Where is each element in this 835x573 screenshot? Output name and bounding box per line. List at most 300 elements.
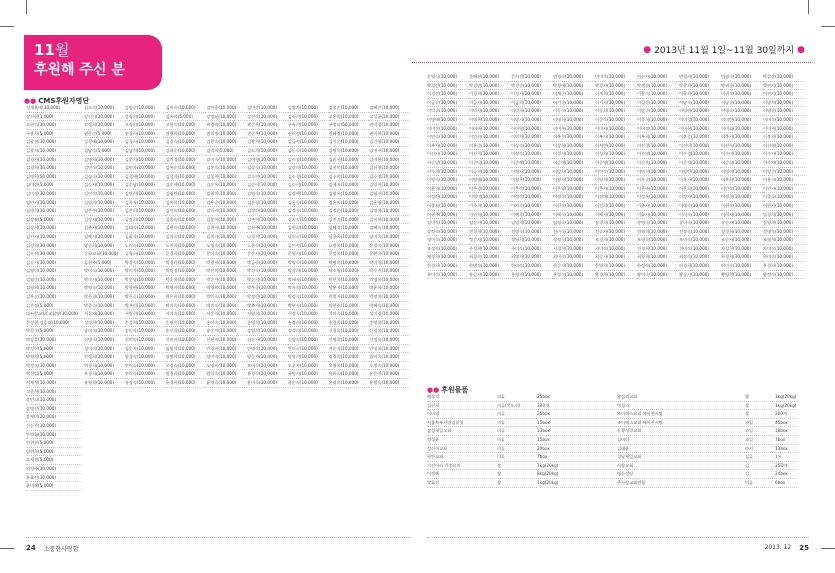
- table-cell: 김: [745, 462, 750, 468]
- crop-mark: [0, 26, 14, 27]
- donor-entry: 유미숙(10,000): [329, 370, 370, 379]
- donor-entry: 유정숙(10,000): [125, 379, 166, 388]
- donor-entry: 고현숙(10,000): [166, 121, 207, 130]
- donor-entry: 장명숙(10,000): [637, 219, 679, 228]
- donor-entry: 이명애(10,000): [427, 116, 469, 125]
- donor-entry: 주미숙(10,000): [511, 245, 553, 254]
- donor-entry: 박윤희(10,000): [369, 284, 410, 293]
- donor-entry: 이귀숙(10,000): [721, 90, 763, 99]
- donor-entry: 안현진(5,000): [26, 439, 82, 448]
- table-cell: 배상익: [427, 394, 440, 399]
- table-cell: 쌀: [745, 411, 750, 417]
- donor-entry: 이정순(10,000): [553, 193, 595, 202]
- bullet-icon: ●●: [24, 97, 37, 105]
- donor-entry: 이민희(10,000): [511, 133, 553, 142]
- donor-entry: 김경자(10,000): [26, 156, 82, 165]
- table-cell: 13box: [775, 445, 788, 451]
- donor-entry: 김금숙(10,000): [288, 138, 329, 147]
- table-cell: 1kg(20kg): [775, 394, 797, 399]
- table-cell: 20box: [537, 445, 550, 451]
- donor-entry: 남미숙(10,000): [369, 233, 410, 242]
- donor-entry: 양경숙(10,000): [125, 353, 166, 362]
- donor-entry: 유순자(10,000): [369, 370, 410, 379]
- crop-mark: [821, 26, 835, 27]
- donor-entry: 이선영(10,000): [763, 142, 805, 151]
- donor-entry: 서갑자(30,000): [84, 310, 125, 319]
- table-cell: 의류: [497, 454, 506, 460]
- donor-entry: 강정남(10,000): [206, 113, 247, 122]
- donor-entry: 권순옥(10,000): [247, 130, 288, 139]
- donor-entry: 홍미숙(10,000): [427, 271, 469, 280]
- footer-right: [765, 544, 809, 552]
- donor-entry: 이상숙(10,000): [511, 142, 553, 151]
- table-cell: 성남제일교회: [617, 454, 642, 460]
- donor-entry: 이종희(10,000): [427, 202, 469, 211]
- donor-entry: 심영희(10,000): [166, 345, 207, 354]
- donor-entry: 안정희(10,000): [84, 353, 125, 362]
- donor-entry: 김수미(10,000): [329, 173, 370, 182]
- donor-entry: 이덕순(10,000): [427, 107, 469, 116]
- donor-entry: 김진숙(10,000): [329, 216, 370, 225]
- table-cell: 의류: [745, 479, 754, 485]
- donor-entry: 정영희(10,000): [511, 236, 553, 245]
- donor-entry: 김은희(10,000): [125, 207, 166, 216]
- donor-entry: 송명희(10,000): [369, 319, 410, 328]
- donor-entry: 김옥순(10,000): [26, 293, 82, 302]
- donor-entry: 김광숙(10,000): [206, 138, 247, 147]
- donor-entry: 김경희(10,000): [125, 138, 166, 147]
- donor-entry: 김영애(10,000): [288, 190, 329, 199]
- donor-entry: 김은영(10,000): [369, 199, 410, 208]
- table-cell: 이정혜: [427, 471, 440, 477]
- donor-entry: 김덕희(5,000): [206, 147, 247, 156]
- table-cell: 주사랑교회연합: [617, 479, 646, 485]
- donor-entry: 박미자(10,000): [125, 267, 166, 276]
- donor-entry: 서순자(10,000): [206, 310, 247, 319]
- table-cell: 7box: [537, 454, 548, 460]
- donor-entry: 김태숙(10,000): [125, 224, 166, 233]
- donor-entry: 유명희(10,000): [288, 370, 329, 379]
- donor-entry: 송순자(10,000): [206, 327, 247, 336]
- donor-entry: 문미숙(10,000): [206, 250, 247, 259]
- table-cell: 1kg(20kg): [537, 479, 559, 485]
- donor-entry: 이영미(10,000): [721, 168, 763, 177]
- donor-entry: 이영애(10,000): [469, 176, 511, 185]
- donor-entry: 문성현,김종대(10,000): [26, 319, 82, 328]
- donor-entry: 박선희(10,000): [206, 267, 247, 276]
- donor-entry: 박광희(10,000): [679, 82, 721, 91]
- donor-entry: 김혜자(10,000): [84, 233, 125, 242]
- donor-entry: 원영주(30,000): [26, 465, 82, 474]
- donor-entry: 엄경희(10,000): [329, 353, 370, 362]
- donor-entry: 김정애(10,000): [369, 207, 410, 216]
- donor-entry: 장순자(10,000): [721, 219, 763, 228]
- donor-entry: 박경란(10,000): [427, 82, 469, 91]
- donor-entry: 김동숙(10,000): [288, 147, 329, 156]
- table-cell: 쌀: [497, 471, 502, 477]
- donor-entry: 김경애(10,000): [84, 138, 125, 147]
- donor-entry: 박현숙(10,000): [288, 302, 329, 311]
- donor-entry: 박순남(10,000): [125, 276, 166, 285]
- donor-entry: 김선영(10,000): [369, 164, 410, 173]
- donor-entry: 김선희(10,000): [288, 113, 329, 122]
- donor-entry: 이혜숙(10,000): [553, 211, 595, 220]
- donor-entry: 윤경희(10,000): [166, 379, 207, 388]
- donor-entry: 김지숙(10,000): [288, 216, 329, 225]
- table-cell: 거진아파 간송모씨: [427, 462, 461, 468]
- table-cell: 동광성결교회: [617, 428, 642, 434]
- donor-entry: 김영숙(10,000): [247, 190, 288, 199]
- donor-entry: 손영희(10,000): [247, 319, 288, 328]
- donor-entry: 김선자(10,000): [26, 233, 82, 242]
- table-row: [427, 445, 797, 454]
- donor-entry: 정미숙(10,000): [427, 236, 469, 245]
- table-cell: 1kg(20kg): [775, 402, 797, 408]
- donor-entry: 조영희(10,000): [763, 236, 805, 245]
- donor-entry: 신정숙(10,000): [369, 336, 410, 345]
- donor-entry: 이영란(10,000): [679, 168, 721, 177]
- donor-entry: 박영미(10,000): [369, 276, 410, 285]
- donor-entry: 이진희(10,000): [595, 202, 637, 211]
- donor-entry: 김은정(5,000): [26, 302, 82, 311]
- donor-entry: 김진희(10,000): [369, 216, 410, 225]
- donor-entry: 김병희(10,000): [26, 207, 82, 216]
- donor-entry: 김대순(10,000): [166, 147, 207, 156]
- title-box: [24, 35, 162, 90]
- donor-entry: 김미정(10,000): [288, 156, 329, 165]
- table-cell: 45box: [775, 419, 788, 425]
- donor-entry: 박주희(10,000): [125, 302, 166, 311]
- donor-entry: 박귀자(10,000): [763, 82, 805, 91]
- donor-entry: 최명희(10,000): [511, 253, 553, 262]
- donor-entry: 임경희(10,000): [763, 211, 805, 220]
- donor-entry: 김영란(10,000): [166, 190, 207, 199]
- donor-entry: 송미숙(10,000): [84, 327, 125, 336]
- donor-entry: 임영희(10,000): [511, 219, 553, 228]
- donor-entry: 우경희(10,000): [84, 370, 125, 379]
- donor-entry: 전명숙(10,000): [511, 228, 553, 237]
- table-cell: 쌀: [497, 462, 502, 468]
- table-cell: 18box: [775, 428, 788, 434]
- donor-entry: 전경희(10,000): [469, 228, 511, 237]
- donor-entry: 박경자(10,000): [595, 82, 637, 91]
- table-cell: 24box: [775, 471, 788, 477]
- donor-entry: 이은자(10,000): [595, 185, 637, 194]
- donor-entry: 석미숙(10,000): [329, 310, 370, 319]
- donor-entry: 이성자(10,000): [553, 150, 595, 159]
- donor-entry: 김종희(10,000): [206, 216, 247, 225]
- table-cell: 25box: [537, 411, 550, 417]
- donor-entry: 김순희(10,000): [288, 181, 329, 190]
- donor-entry: 김남희(10,000): [125, 147, 166, 156]
- donor-entry: 이미경(10,000): [679, 116, 721, 125]
- donor-entry: 신영숙(10,000): [288, 336, 329, 345]
- donor-entry: 노미숙(10,000): [125, 242, 166, 251]
- donor-entry: 김미자(10,000): [329, 156, 370, 165]
- donor-entry: 김미숙(10,000): [206, 156, 247, 165]
- donor-entry: 이미숙(10,000): [763, 116, 805, 125]
- table-cell: 과일: [745, 428, 754, 434]
- donor-entry: 이광숙(10,000): [637, 90, 679, 99]
- date-range: ● 2013년 11월 1일~11월 30일까지 ●: [643, 44, 805, 56]
- donor-entry: 이선미(10,000): [679, 142, 721, 151]
- donor-entry: 김현희(10,000): [288, 224, 329, 233]
- table-cell: 조이에스교회 에이전시팀: [617, 419, 663, 425]
- donor-entry: 황영희(10,000): [721, 271, 763, 280]
- issue-date: 2013. 12: [764, 544, 792, 551]
- donor-entry: 안미숙(10,000): [288, 345, 329, 354]
- donor-entry: 김연숙(10,000): [84, 190, 125, 199]
- donor-entry: 김연희(10,000): [125, 190, 166, 199]
- donor-entry: 정정숙(10,000): [553, 236, 595, 245]
- donor-entry: 이봉희(10,000): [763, 133, 805, 142]
- donor-entry: 박영희(10,000): [206, 284, 247, 293]
- donor-entry: 이영희(10,000): [595, 176, 637, 185]
- table-cell: 25box: [537, 394, 550, 399]
- donor-entry: 차경희(10,000): [721, 245, 763, 254]
- donor-entry: 이순애(10,000): [553, 159, 595, 168]
- donor-entry: 김성애(10,000): [125, 173, 166, 182]
- donor-entry: 박경희(10,000): [166, 259, 207, 268]
- donor-entry: 오순자(10,000): [288, 362, 329, 371]
- donor-entry: 신동진(10,000): [26, 422, 82, 431]
- donor-entry: 신명숙(10,000): [84, 336, 125, 345]
- donor-entry: 윤정숙(10,000): [369, 379, 410, 388]
- donor-entry: 양미숙(10,000): [206, 353, 247, 362]
- donor-entry: 진경희(10,000): [637, 245, 679, 254]
- donor-entry: 이금자(10,000): [469, 99, 511, 108]
- donor-entry: 서재성(10,000): [26, 379, 82, 388]
- donor-entry: 이성희(10,000): [595, 150, 637, 159]
- donor-entry: 박수진(10,000): [369, 267, 410, 276]
- donor-entry: 김광희(10,000): [247, 138, 288, 147]
- table-cell: 15box: [537, 436, 550, 442]
- donor-entry: 허경희(10,000): [679, 262, 721, 271]
- donor-entry: 고은희(10,000): [329, 113, 370, 122]
- donor-entry: 박미정(10,000): [166, 267, 207, 276]
- donor-entry: 김혜숙(10,000): [369, 224, 410, 233]
- donor-entry: 유영희(10,000): [84, 379, 125, 388]
- table-cell: 김진희: [427, 402, 440, 408]
- donor-entry: 정명숙(10,000): [763, 228, 805, 237]
- donor-entry: 송민자(10,000): [125, 327, 166, 336]
- donor-entry: 이경자(20,000): [511, 90, 553, 99]
- donor-entry: 김경희(30,000): [26, 164, 82, 173]
- donor-entry: 심미숙(10,000): [84, 345, 125, 354]
- crop-mark: [808, 0, 809, 14]
- donor-entry: 이미희(10,000): [763, 125, 805, 134]
- donor-entry: 김숙자(10,000): [84, 181, 125, 190]
- table-cell: 의류: [497, 445, 506, 451]
- donor-entry: 이미정(10,000): [637, 125, 679, 134]
- table-cell: 평안교회: [427, 454, 444, 460]
- donor-entry: 신순자(10,000): [247, 336, 288, 345]
- donor-entry: 김정자(10,000): [84, 216, 125, 225]
- donor-entry: 이순옥(10,000): [637, 159, 679, 168]
- donor-entry: 이선자(10,000): [427, 150, 469, 159]
- donor-entry: 이미란(10,000): [721, 116, 763, 125]
- donor-entry: 이은경(10,000): [469, 185, 511, 194]
- title-month: 11월: [34, 41, 70, 59]
- donor-entry: 이연희(10,000): [637, 168, 679, 177]
- donor-entry: 유효선(10,000): [26, 474, 82, 483]
- page-number: 24: [26, 544, 36, 552]
- donor-entry: 박순희(10,000): [247, 276, 288, 285]
- donor-entry: 김경숙(10,000): [166, 138, 207, 147]
- donor-entry: 임정숙(10,000): [553, 219, 595, 228]
- donor-entry: 임미숙(10,000): [427, 219, 469, 228]
- donor-entry: 박인숙(10,000): [206, 293, 247, 302]
- donor-entry: 박경숙(10,000): [125, 259, 166, 268]
- donor-entry: 문순자(10,000): [247, 250, 288, 259]
- donor-entry: 윤순자(10,000): [288, 379, 329, 388]
- donor-entry: 권미정(10,000): [206, 130, 247, 139]
- donor-entry: 이은희(10,000): [679, 185, 721, 194]
- donor-entry: 김상숙(10,000): [247, 164, 288, 173]
- donor-entry: 이은숙(10,000): [511, 185, 553, 194]
- donor-entry: 김남숙(5,000): [84, 147, 125, 156]
- donor-entry: 김혜순(10,000): [369, 104, 410, 113]
- donor-entry: 동화교회(30,000): [84, 250, 125, 259]
- donor-entry: 황순자(10,000): [679, 271, 721, 280]
- donor-entry: 김영미(10,000): [26, 267, 82, 276]
- donor-entry: 김은아(10,000): [329, 199, 370, 208]
- donor-entry: 이진숙(10,000): [553, 202, 595, 211]
- donor-entry: 김성희(10,000): [206, 173, 247, 182]
- donor-entry: 박종숙(10,000): [84, 302, 125, 311]
- donor-entry: 성미경(10,000): [369, 310, 410, 319]
- donor-entry: 이윤희(10,000): [427, 185, 469, 194]
- donor-entry: 원경희(10,000): [166, 370, 207, 379]
- table-cell: 쌀: [745, 402, 750, 408]
- table-cell: 사랑교회: [617, 462, 634, 468]
- donor-entry: 민순자(10,000): [637, 73, 679, 82]
- donor-entry: 이계순(10,000): [553, 90, 595, 99]
- crop-mark: [0, 548, 14, 549]
- donor-entry: 남순희(10,000): [84, 242, 125, 251]
- donor-entry: 이숙희(10,000): [427, 168, 469, 177]
- donor-entry: 황정숙(10,000): [763, 271, 805, 280]
- table-cell: 라지: [745, 445, 754, 451]
- donor-entry: 구옥희(10,000): [288, 121, 329, 130]
- cms-donor-list-right: [427, 73, 805, 279]
- table-cell: 6box: [775, 479, 786, 485]
- donor-entry: 송선희(10,000): [166, 327, 207, 336]
- donor-entry: 한명숙(10,000): [469, 262, 511, 271]
- donor-entry: 이혜경(10,000): [511, 211, 553, 220]
- donor-entry: 이명란(10,000): [679, 107, 721, 116]
- donor-entry: 홍정숙(10,000): [553, 271, 595, 280]
- donor-entry: 고현숙(30,000): [26, 121, 82, 130]
- table-cell: 김태윤: [617, 445, 630, 451]
- bullet-icon: ●: [643, 44, 652, 55]
- donor-entry: 신선희(10,000): [206, 336, 247, 345]
- donor-entry: 엄현희(5,000): [26, 448, 82, 457]
- table-cell: 김: [745, 471, 750, 477]
- donor-entry: 김상희(10,000): [26, 224, 82, 233]
- donor-entry: 이영숙(10,000): [427, 176, 469, 185]
- donor-entry: 노선희(10,000): [166, 242, 207, 251]
- donor-entry: 김도숙(10,000): [84, 104, 125, 113]
- table-row: [427, 436, 797, 445]
- donor-entry: 이문희(10,000): [637, 116, 679, 125]
- donor-entry: 이희숙(10,000): [679, 211, 721, 220]
- donor-entry: 김종숙(10,000): [166, 216, 207, 225]
- donor-entry: 이현희(10,000): [469, 211, 511, 220]
- donor-entry: 김은경(10,000): [247, 199, 288, 208]
- table-cell: 김류: [745, 454, 754, 460]
- donor-entry: 박정자(10,000): [329, 293, 370, 302]
- donor-entry: 이남순(10,000): [721, 99, 763, 108]
- donor-entry: 손미숙(10,000): [206, 319, 247, 328]
- donor-entry: 김영자(10,000): [369, 190, 410, 199]
- table-cell: 200개: [775, 411, 788, 417]
- donor-entry: 이미자(10,000): [595, 125, 637, 134]
- donor-entry: 박영숙(10,000): [84, 284, 125, 293]
- donor-entry: 이영옥(10,000): [511, 176, 553, 185]
- table-row: [427, 462, 797, 471]
- donor-entry: 조순자(10,000): [721, 236, 763, 245]
- donor-entry: 이정란(10,000): [427, 193, 469, 202]
- donor-entry: 이미현(10,000): [679, 125, 721, 134]
- table-row: [427, 453, 797, 462]
- donor-entry: 김현주(10,000): [247, 224, 288, 233]
- donor-entry: 최순자(10,000): [595, 253, 637, 262]
- table-row: [427, 402, 797, 411]
- donor-entry: 김인자(10,000): [206, 207, 247, 216]
- donor-entry: 박은경(10,000): [84, 293, 125, 302]
- table-cell: 성신여교회: [427, 445, 448, 451]
- donor-entry: 김기순(10,000): [329, 138, 370, 147]
- donor-entry: 이명자(10,000): [511, 116, 553, 125]
- table-cell: 13box: [537, 428, 550, 434]
- donor-entry: 이영순(10,000): [763, 168, 805, 177]
- donor-entry: 오미숙(10,000): [247, 362, 288, 371]
- donor-entry: 한순자(10,000): [553, 262, 595, 271]
- donor-entry: 김복순(10,000): [166, 164, 207, 173]
- cms-donor-list-main: [84, 104, 410, 388]
- donor-entry: 이민숙(10,000): [427, 133, 469, 142]
- donor-entry: 김미란(5,000): [26, 181, 82, 190]
- donor-entry: 이양희(10,000): [553, 168, 595, 177]
- table-cell: 왕십리교회: [617, 394, 638, 399]
- donor-entry: 박춘자(10,000): [247, 302, 288, 311]
- donor-entry: 김정희(10,000): [125, 216, 166, 225]
- donor-entry: 곽순옥(10,000): [247, 121, 288, 130]
- donor-entry: 이미순(10,000): [427, 125, 469, 134]
- donor-entry: 박은희(10,000): [166, 293, 207, 302]
- donor-entry: 이경희(20,000): [469, 90, 511, 99]
- donor-entry: 이현숙(10,000): [721, 202, 763, 211]
- donor-entry: 최정숙(10,000): [679, 253, 721, 262]
- donor-entry: 강정희(10,000): [125, 113, 166, 122]
- donor-entry: 백신임(5,000): [26, 370, 82, 379]
- donor-entry: 김종순(10,000): [329, 104, 370, 113]
- donor-entry: 문경숙(10,000): [369, 242, 410, 251]
- donor-entry: 서영희(10,000): [247, 310, 288, 319]
- donor-entry: 이선경(10,000): [637, 142, 679, 151]
- donor-entry: 이옥순(10,000): [637, 176, 679, 185]
- crop-mark: [821, 548, 835, 549]
- donor-entry: 박옥희(10,000): [288, 284, 329, 293]
- donor-entry: 이옥희(10,000): [721, 176, 763, 185]
- donor-entry: 김미영(10,000): [247, 156, 288, 165]
- donor-entry: 이수경(10,000): [679, 150, 721, 159]
- donor-entry: 박숙자(10,000): [84, 276, 125, 285]
- goods-section-heading: ●● 후원물품: [427, 386, 469, 394]
- donor-entry: 이춘자(10,000): [637, 202, 679, 211]
- donor-entry: 송재미(20,000): [26, 413, 82, 422]
